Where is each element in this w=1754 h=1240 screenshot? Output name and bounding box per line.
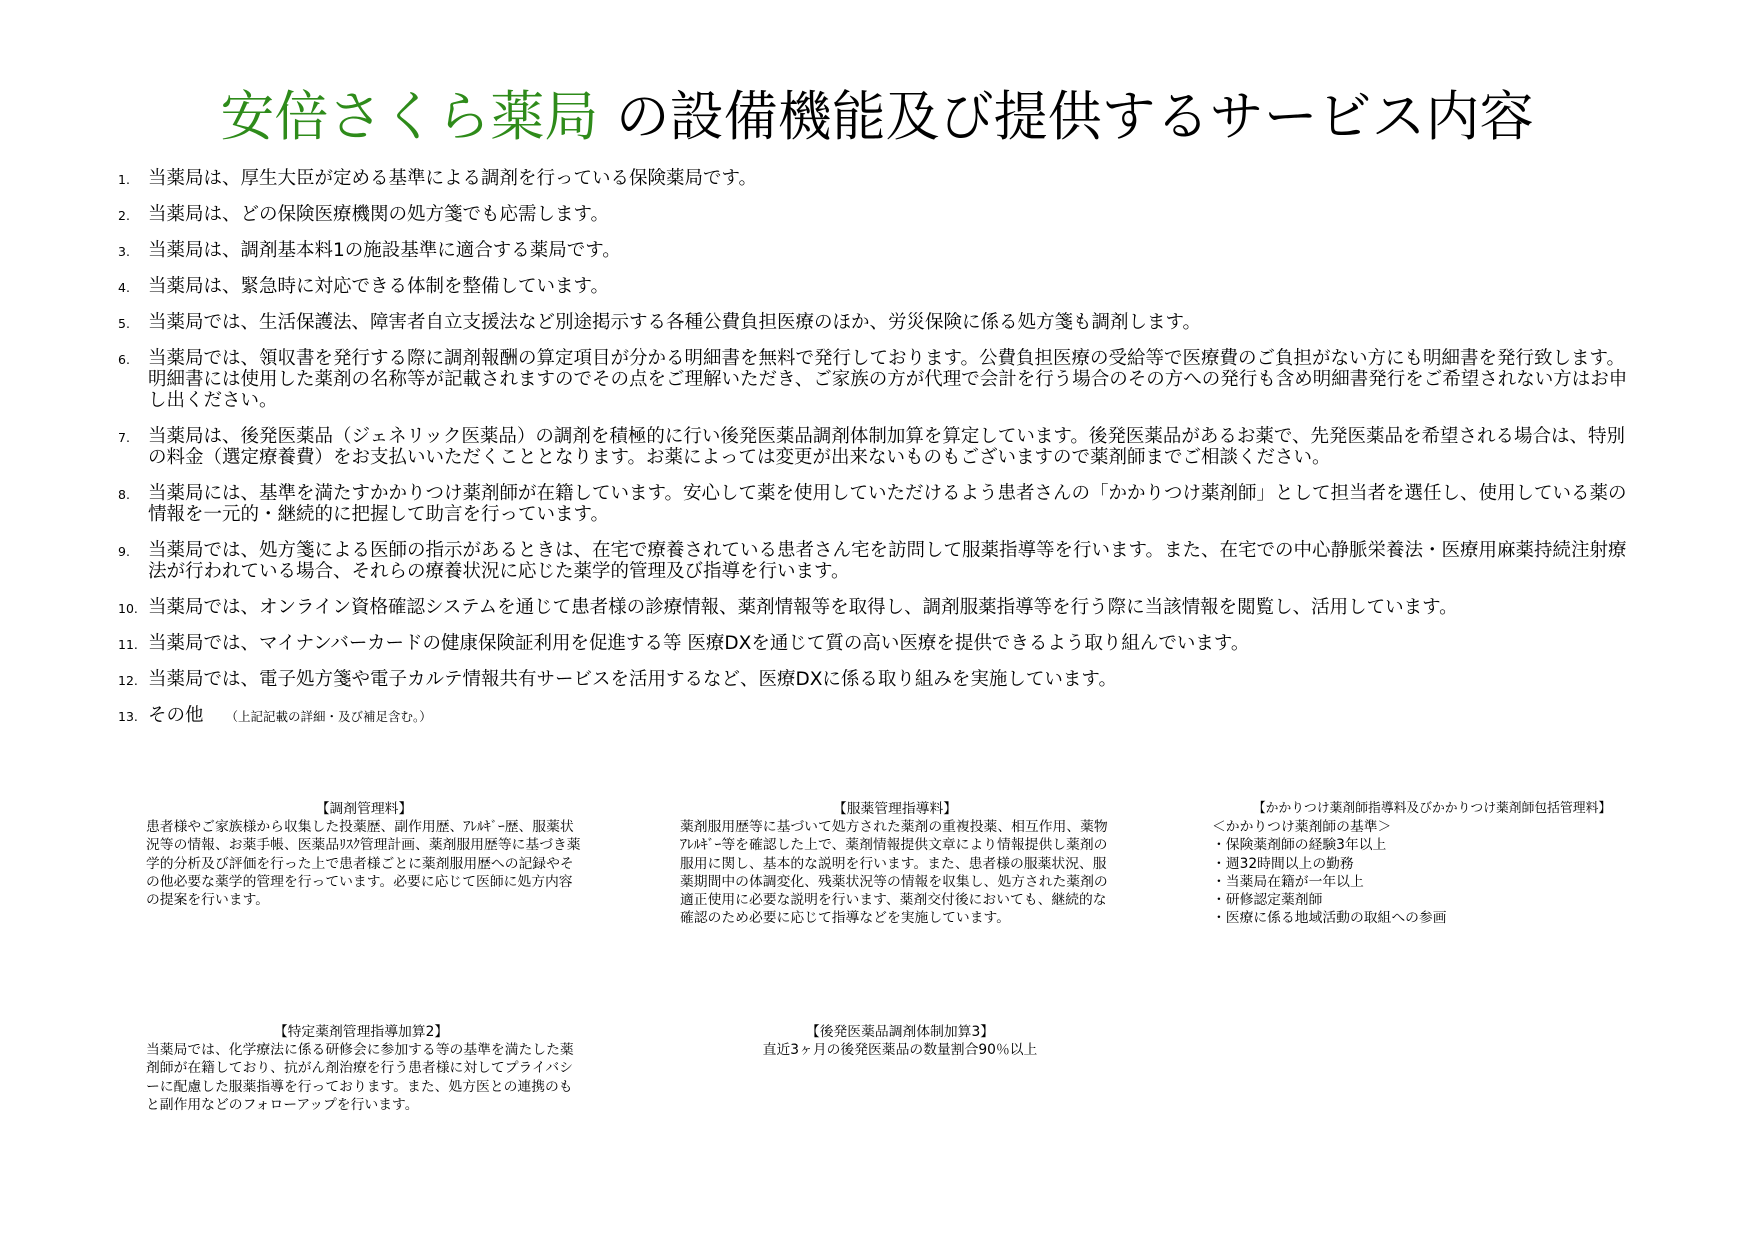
item-number: 12. [118,673,138,688]
criteria-item: ・当薬局在籍が一年以上 [1212,873,1364,890]
generic-drug-heading: 【後発医薬品調剤体制加算3】 [805,1024,995,1040]
criteria-item: ・保険薬剤師の経験3年以上 [1212,837,1387,854]
specific-drug-body: 当薬局では、化学療法に係る研修会に参加する等の基準を満たした薬剤師が在籍しており、抗がん剤治療を行う患者様に対してプライバシーに配慮した服薬指導を行っております。また、処方医との連携のもと副作用などのフォローアップを行います。 [146,1042,574,1113]
list-item [118,669,1638,690]
item-number: 6. [118,352,130,367]
kakaritsuke-box [1212,800,1652,927]
list-item [118,597,1638,618]
item-number: 5. [118,316,130,331]
item-text: 当薬局は、調剤基本料1の施設基準に適合する薬局です。 [148,240,621,261]
title-rest: の設備機能及び提供するサービス内容 [598,85,1534,148]
item-text: 当薬局では、領収書を発行する際に調剤報酬の算定項目が分かる明細書を無料で発行しております。公費負担医療の受給等で医療費のご負担がない方にも明細書を発行致します。明細書には使用した薬剤の名称等が記載されますのでその点をご理解いただき、ご家族の方が代理で会計を行う場合のその方への発行も含め明細書発行をご希望されない方はお申し出ください。 [148,348,1628,411]
item-number: 8. [118,487,130,502]
service-list [118,168,1638,742]
item-text: 当薬局には、基準を満たすかかりつけ薬剤師が在籍しています。安心して薬を使用していただけるよう患者さんの「かかりつけ薬剤師」として担当者を選任し、使用している薬の情報を一元的・継続的に把握して助言を行っています。 [148,483,1627,525]
kakaritsuke-subheading: ＜かかりつけ薬剤師の基準＞ [1212,819,1392,836]
criteria-item: ・週32時間以上の勤務 [1212,855,1354,872]
list-item [118,348,1638,411]
specific-drug-heading: 【特定薬剤管理指導加算2】 [273,1024,449,1040]
item-number: 10. [118,601,138,616]
kakaritsuke-heading: 【かかりつけ薬剤師指導料及びかかりつけ薬剤師包括管理料】 [1252,801,1612,816]
item-text: 当薬局は、どの保険医療機関の処方箋でも応需します。 [148,204,610,225]
specific-drug-box [146,1023,576,1114]
item-number: 4. [118,280,130,295]
item-number: 1. [118,172,130,187]
item-text: その他 [148,705,204,726]
generic-drug-box [700,1023,1100,1059]
medication-guidance-body: 薬剤服用歴等に基づいて処方された薬剤の重複投薬、相互作用、薬物ｱﾚﾙｷﾞｰ等を確認した上で、薬剤情報提供文章により情報提供し薬剤の服用に関し、基本的な説明を行います。また、患者様の服薬状況、服薬期間中の体調変化、残薬状況等の情報を収集し、処方された薬剤の適正使用に必要な説明を行います、薬剤交付後においても、継続的な確認のため必要に応じて指導などを実施しています。 [680,819,1108,927]
item-text: 当薬局では、マイナンバーカードの健康保険証利用を促進する等 医療DXを通じて質の高い医療を提供できるよう取り組んでいます。 [148,633,1250,654]
item-text: 当薬局では、電子処方箋や電子カルテ情報共有サービスを活用するなど、医療DXに係る取り組みを実施しています。 [148,669,1117,690]
pharmacy-name: 安倍さくら薬局 [220,85,599,148]
page-title [0,82,1754,152]
list-item [118,240,1638,261]
kakaritsuke-criteria [1212,836,1652,927]
criteria-item: ・医療に係る地域活動の取組への参画 [1212,910,1447,927]
dispensing-fee-body: 患者様やご家族様から収集した投薬歴、副作用歴、ｱﾚﾙｷﾞｰ歴、服薬状況等の情報、お薬手帳、医薬品ﾘｽｸ管理計画、薬剤服用歴等に基づき薬学的分析及び評価を行った上で患者様ごとに薬剤服用歴への記録やその他必要な薬学的管理を行っています。必要に応じて医師に処方内容の提案を行います。 [146,819,581,909]
list-item [118,168,1638,189]
list-item [118,633,1638,654]
list-item [118,540,1638,582]
list-item [118,312,1638,333]
item-text: 当薬局は、厚生大臣が定める基準による調剤を行っている保険薬局です。 [148,168,758,189]
item-number: 13. [118,709,138,724]
list-item [118,426,1638,468]
item-text: 当薬局では、処方箋による医師の指示があるときは、在宅で療養されている患者さん宅を訪問して服薬指導等を行います。また、在宅での中心静脈栄養法・医療用麻薬持続注射療法が行われている場合、それらの療養状況に応じた薬学的管理及び指導を行います。 [148,540,1627,582]
item-number: 2. [118,208,130,223]
dispensing-fee-heading: 【調剤管理料】 [315,801,413,817]
item-text: 当薬局では、生活保護法、障害者自立支援法など別途掲示する各種公費負担医療のほか、労災保険に係る処方箋も調剤します。 [148,312,1202,333]
medication-guidance-box [680,800,1110,927]
list-item-other [118,705,1638,727]
item-text: 当薬局は、後発医薬品（ジェネリック医薬品）の調剤を積極的に行い後発医薬品調剤体制加算を算定しています。後発医薬品があるお薬で、先発医薬品を希望される場合は、特別の料金（選定療養費）をお支払いいただくこととなります。お薬によっては変更が出来ないものもございますので薬剤師までご相談ください。 [148,426,1626,468]
list-item [118,483,1638,525]
medication-guidance-heading: 【服薬管理指導料】 [832,801,958,817]
item-number: 9. [118,544,130,559]
list-item [118,276,1638,297]
item-text: 当薬局は、緊急時に対応できる体制を整備しています。 [148,276,610,297]
dispensing-fee-box [146,800,582,909]
item-number: 7. [118,430,130,445]
item-note: （上記記載の詳細・及び補足含む。） [225,709,432,724]
generic-drug-body: 直近3ヶ月の後発医薬品の数量割合90％以上 [762,1042,1038,1059]
item-number: 3. [118,244,130,259]
item-text: 当薬局では、オンライン資格確認システムを通じて患者様の診療情報、薬剤情報等を取得し、調剤服薬指導等を行う際に当該情報を閲覧し、活用しています。 [148,597,1458,618]
item-number: 11. [118,637,138,652]
criteria-item: ・研修認定薬剤師 [1212,892,1323,909]
list-item [118,204,1638,225]
